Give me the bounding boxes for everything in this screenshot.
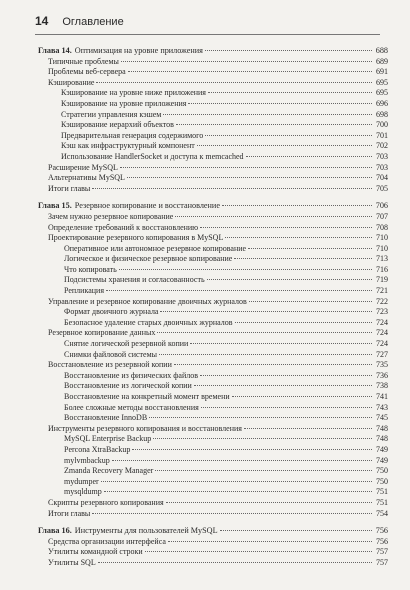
- entry-title: MySQL Enterprise Backup: [64, 434, 152, 444]
- page-ref: 695: [376, 77, 388, 87]
- toc-entry[interactable]: [38, 371, 388, 382]
- entry-title: Итоги главы: [48, 508, 91, 518]
- dot-leader: [244, 428, 372, 429]
- toc-entry[interactable]: [38, 445, 388, 456]
- entry-title: Более сложные методы восстановления: [64, 402, 199, 412]
- page-ref: 741: [376, 392, 388, 401]
- toc-entry[interactable]: [38, 78, 388, 89]
- dot-leader: [208, 92, 372, 93]
- dot-leader: [168, 541, 372, 542]
- page-ref: 745: [376, 413, 388, 423]
- page-ref: 710: [376, 233, 388, 243]
- dot-leader: [127, 177, 372, 178]
- toc-entry[interactable]: [38, 487, 388, 498]
- entry-title: Управление и резервное копирование двоичных журналов: [48, 296, 247, 306]
- chapter-label: Глава 16.: [38, 526, 72, 536]
- toc-entry[interactable]: [38, 558, 388, 569]
- page-ref: 713: [376, 254, 388, 264]
- toc-entry[interactable]: [38, 265, 388, 276]
- toc-entry[interactable]: [38, 57, 388, 68]
- entry-title: Репликация: [64, 286, 105, 296]
- page-ref: 748: [376, 434, 388, 444]
- page-ref: 750: [376, 466, 388, 476]
- chapter-title: Инструменты для пользователей MySQL: [74, 526, 218, 536]
- entry-title: Логическое и физическое резервное копирование: [64, 254, 233, 264]
- toc-entry[interactable]: [38, 88, 388, 99]
- entry-title: Определение требований к восстановлению: [48, 222, 199, 232]
- header-rule: [35, 34, 380, 35]
- page-ref: 751: [376, 497, 388, 507]
- dot-leader: [190, 343, 372, 344]
- dot-leader: [132, 449, 372, 450]
- chapter-heading[interactable]: [38, 46, 388, 57]
- dot-leader: [145, 551, 372, 552]
- page-ref: 708: [376, 222, 388, 232]
- toc-entry[interactable]: [38, 434, 388, 445]
- page-ref: 721: [376, 286, 388, 296]
- dot-leader: [157, 332, 372, 333]
- entry-title: Утилиты SQL: [48, 557, 96, 567]
- chapter-section: [38, 526, 388, 568]
- entry-title: mysqldump: [64, 487, 102, 497]
- entry-title: Инструменты резервного копирования и восстановления: [48, 423, 242, 433]
- dot-leader: [205, 135, 372, 136]
- dot-leader: [175, 216, 372, 217]
- toc-entry[interactable]: [38, 141, 388, 152]
- toc-entry[interactable]: [38, 99, 388, 110]
- toc-entry[interactable]: [38, 212, 388, 223]
- dot-leader: [163, 114, 372, 115]
- toc-entry[interactable]: [38, 424, 388, 435]
- chapter-label: Глава 15.: [38, 201, 72, 211]
- entry-title: Предварительная генерация содержимого: [61, 130, 204, 140]
- page-ref: 703: [376, 162, 388, 172]
- dot-leader: [106, 290, 372, 291]
- page-ref: 702: [376, 141, 388, 151]
- toc-entry[interactable]: [38, 163, 388, 174]
- dot-leader: [112, 460, 372, 461]
- toc-entry[interactable]: [38, 307, 388, 318]
- page-ref: 754: [376, 508, 388, 518]
- entry-title: Использование HandlerSocket и доступа к memcached: [61, 151, 244, 161]
- page-ref: 719: [376, 275, 388, 285]
- entry-title: Восстановление из логической копии: [64, 381, 192, 391]
- dot-leader: [119, 269, 372, 270]
- page-ref: 716: [376, 264, 388, 274]
- page-ref: 738: [376, 381, 388, 391]
- toc-entry[interactable]: [38, 339, 388, 350]
- dot-leader: [249, 301, 372, 302]
- page-ref: 706: [375, 201, 388, 211]
- toc-entry[interactable]: [38, 152, 388, 163]
- dot-leader: [92, 188, 372, 189]
- page-ref: 695: [376, 88, 388, 98]
- entry-title: Средства организации интерфейса: [48, 536, 166, 546]
- entry-title: Кэширование: [48, 77, 95, 87]
- toc-entry[interactable]: [38, 254, 388, 265]
- page-ref: 707: [376, 211, 388, 221]
- page-ref: 736: [376, 370, 388, 380]
- entry-title: Восстановление на конкретный момент времени: [64, 392, 230, 401]
- page-ref: 722: [376, 296, 388, 306]
- page-ref: 710: [376, 243, 388, 253]
- dot-leader: [225, 237, 372, 238]
- page-ref: 749: [376, 444, 388, 454]
- dot-leader: [176, 124, 372, 125]
- toc-entry[interactable]: [38, 509, 388, 520]
- toc-entry[interactable]: [38, 297, 388, 308]
- toc-entry[interactable]: [38, 456, 388, 467]
- dot-leader: [234, 258, 372, 259]
- dot-leader: [201, 407, 372, 408]
- dot-leader: [207, 279, 372, 280]
- chapter-heading[interactable]: [38, 526, 388, 537]
- page-ref: 700: [376, 120, 388, 130]
- page-ref: 757: [376, 557, 388, 567]
- toc-entry[interactable]: [38, 120, 388, 131]
- entry-title: Альтернативы MySQL: [48, 173, 125, 183]
- entry-title: Подсистемы хранения и согласованность: [64, 275, 205, 285]
- entry-title: mydumper: [64, 476, 99, 486]
- toc-entry[interactable]: [38, 477, 388, 488]
- page-ref: 751: [376, 487, 388, 497]
- dot-leader: [194, 385, 372, 386]
- page-ref: 698: [376, 109, 388, 119]
- page-ref: 691: [376, 67, 388, 77]
- dot-leader: [220, 530, 372, 531]
- page-ref: 749: [376, 455, 388, 465]
- dot-leader: [166, 502, 372, 503]
- dot-leader: [101, 481, 372, 482]
- page-ref: 724: [376, 328, 388, 338]
- page-ref: 701: [376, 130, 388, 140]
- toc-entry[interactable]: [38, 318, 388, 329]
- chapter-heading[interactable]: [38, 201, 388, 212]
- toc-entry[interactable]: [38, 537, 388, 548]
- dot-leader: [222, 205, 372, 206]
- entry-title: Скрипты резервного копирования: [48, 497, 164, 507]
- entry-title: Оперативное или автономное резервное копирование: [64, 243, 247, 253]
- dot-leader: [200, 227, 372, 228]
- entry-title: Восстановление из физических файлов: [64, 370, 199, 380]
- dot-leader: [128, 71, 372, 72]
- dot-leader: [200, 375, 372, 376]
- chapter-title: Оптимизация на уровне приложения: [74, 46, 203, 55]
- dot-leader: [155, 470, 372, 471]
- page-ref: 743: [376, 402, 388, 412]
- page-ref: 705: [376, 183, 388, 193]
- page-ref: 696: [376, 98, 388, 108]
- entry-title: Стратегии управления кэшем: [61, 109, 162, 119]
- dot-leader: [96, 82, 372, 83]
- toc-entry[interactable]: [38, 360, 388, 371]
- chapter-title: Резервное копирование и восстановление: [74, 201, 220, 211]
- dot-leader: [232, 396, 372, 397]
- entry-title: Формат двоичного журнала: [64, 307, 159, 317]
- entry-title: Восстановление из резервной копии: [48, 360, 172, 370]
- entry-title: Кэширование на уровне ниже приложения: [61, 88, 206, 98]
- entry-title: Что копировать: [64, 264, 117, 274]
- page-ref: 756: [376, 536, 388, 546]
- entry-title: Percona XtraBackup: [64, 444, 131, 454]
- page-ref: 723: [376, 307, 388, 317]
- page-number: 14: [35, 14, 49, 28]
- dot-leader: [104, 491, 372, 492]
- dot-leader: [188, 103, 372, 104]
- dot-leader: [248, 248, 372, 249]
- entry-title: Снимки файловой системы: [64, 349, 158, 359]
- page-ref: 756: [375, 526, 388, 536]
- entry-title: Утилиты командной строки: [48, 547, 143, 557]
- entry-title: Резервное копирование данных: [48, 328, 156, 338]
- dot-leader: [92, 513, 372, 514]
- entry-title: Расширение MySQL: [48, 162, 118, 172]
- toc-entry[interactable]: [38, 244, 388, 255]
- toc-entry[interactable]: [38, 381, 388, 392]
- page-ref: 724: [376, 317, 388, 327]
- toc-entry[interactable]: [38, 67, 388, 78]
- toc-entry[interactable]: [38, 275, 388, 286]
- entry-title: Зачем нужно резервное копирование: [48, 211, 174, 221]
- toc-entry[interactable]: [38, 392, 388, 403]
- toc-entry[interactable]: [38, 547, 388, 558]
- chapter-section: [38, 201, 388, 519]
- entry-title: Кэш как инфраструктурный компонент: [61, 141, 195, 151]
- toc-entry[interactable]: [38, 110, 388, 121]
- page-header: [35, 14, 380, 32]
- dot-leader: [98, 562, 372, 563]
- toc-entry[interactable]: [38, 403, 388, 414]
- page-ref: 750: [376, 476, 388, 486]
- page-ref: 727: [376, 349, 388, 359]
- page-ref: 735: [376, 360, 388, 370]
- toc-entry[interactable]: [38, 498, 388, 509]
- entry-title: mylvmbackup: [64, 455, 110, 465]
- chapter-label: Глава 14.: [38, 46, 72, 55]
- dot-leader: [160, 311, 372, 312]
- dot-leader: [174, 364, 372, 365]
- toc-entry[interactable]: [38, 184, 388, 195]
- page-ref: 688: [375, 46, 388, 55]
- entry-title: Кэширование иерархий объектов: [61, 120, 174, 130]
- entry-title: Проектирование резервного копирования в MySQL: [48, 233, 224, 243]
- page-ref: 757: [376, 547, 388, 557]
- entry-title: Итоги главы: [48, 183, 91, 193]
- entry-title: Снятие логической резервной копии: [64, 339, 189, 349]
- dot-leader: [121, 61, 372, 62]
- entry-title: Кэширование на уровне приложения: [61, 98, 187, 108]
- page-ref: 703: [376, 151, 388, 161]
- dot-leader: [159, 354, 372, 355]
- chapter-section: [38, 46, 388, 194]
- toc-entry[interactable]: [38, 233, 388, 244]
- toc-entry[interactable]: [38, 466, 388, 477]
- dot-leader: [205, 50, 372, 51]
- toc-entry[interactable]: [38, 173, 388, 184]
- table-of-contents: [38, 46, 388, 576]
- dot-leader: [120, 167, 372, 168]
- dot-leader: [197, 145, 372, 146]
- entry-title: Типичные проблемы: [48, 56, 119, 66]
- toc-entry[interactable]: [38, 131, 388, 142]
- dot-leader: [153, 438, 372, 439]
- page-ref: 689: [376, 56, 388, 66]
- entry-title: Восстановление InnoDB: [64, 413, 148, 423]
- entry-title: Безопасное удаление старых двоичных журналов: [64, 317, 233, 327]
- toc-entry[interactable]: [38, 350, 388, 361]
- dot-leader: [246, 156, 372, 157]
- dot-leader: [235, 322, 372, 323]
- entry-title: Zmanda Recovery Manager: [64, 466, 154, 476]
- page-ref: 724: [376, 339, 388, 349]
- page-ref: 748: [376, 423, 388, 433]
- toc-entry[interactable]: [38, 328, 388, 339]
- toc-entry[interactable]: [38, 413, 388, 424]
- dot-leader: [149, 417, 372, 418]
- toc-entry[interactable]: [38, 223, 388, 234]
- toc-entry[interactable]: [38, 286, 388, 297]
- running-title: Оглавление: [62, 16, 124, 28]
- page-ref: 704: [376, 173, 388, 183]
- entry-title: Проблемы веб-сервера: [48, 67, 126, 77]
